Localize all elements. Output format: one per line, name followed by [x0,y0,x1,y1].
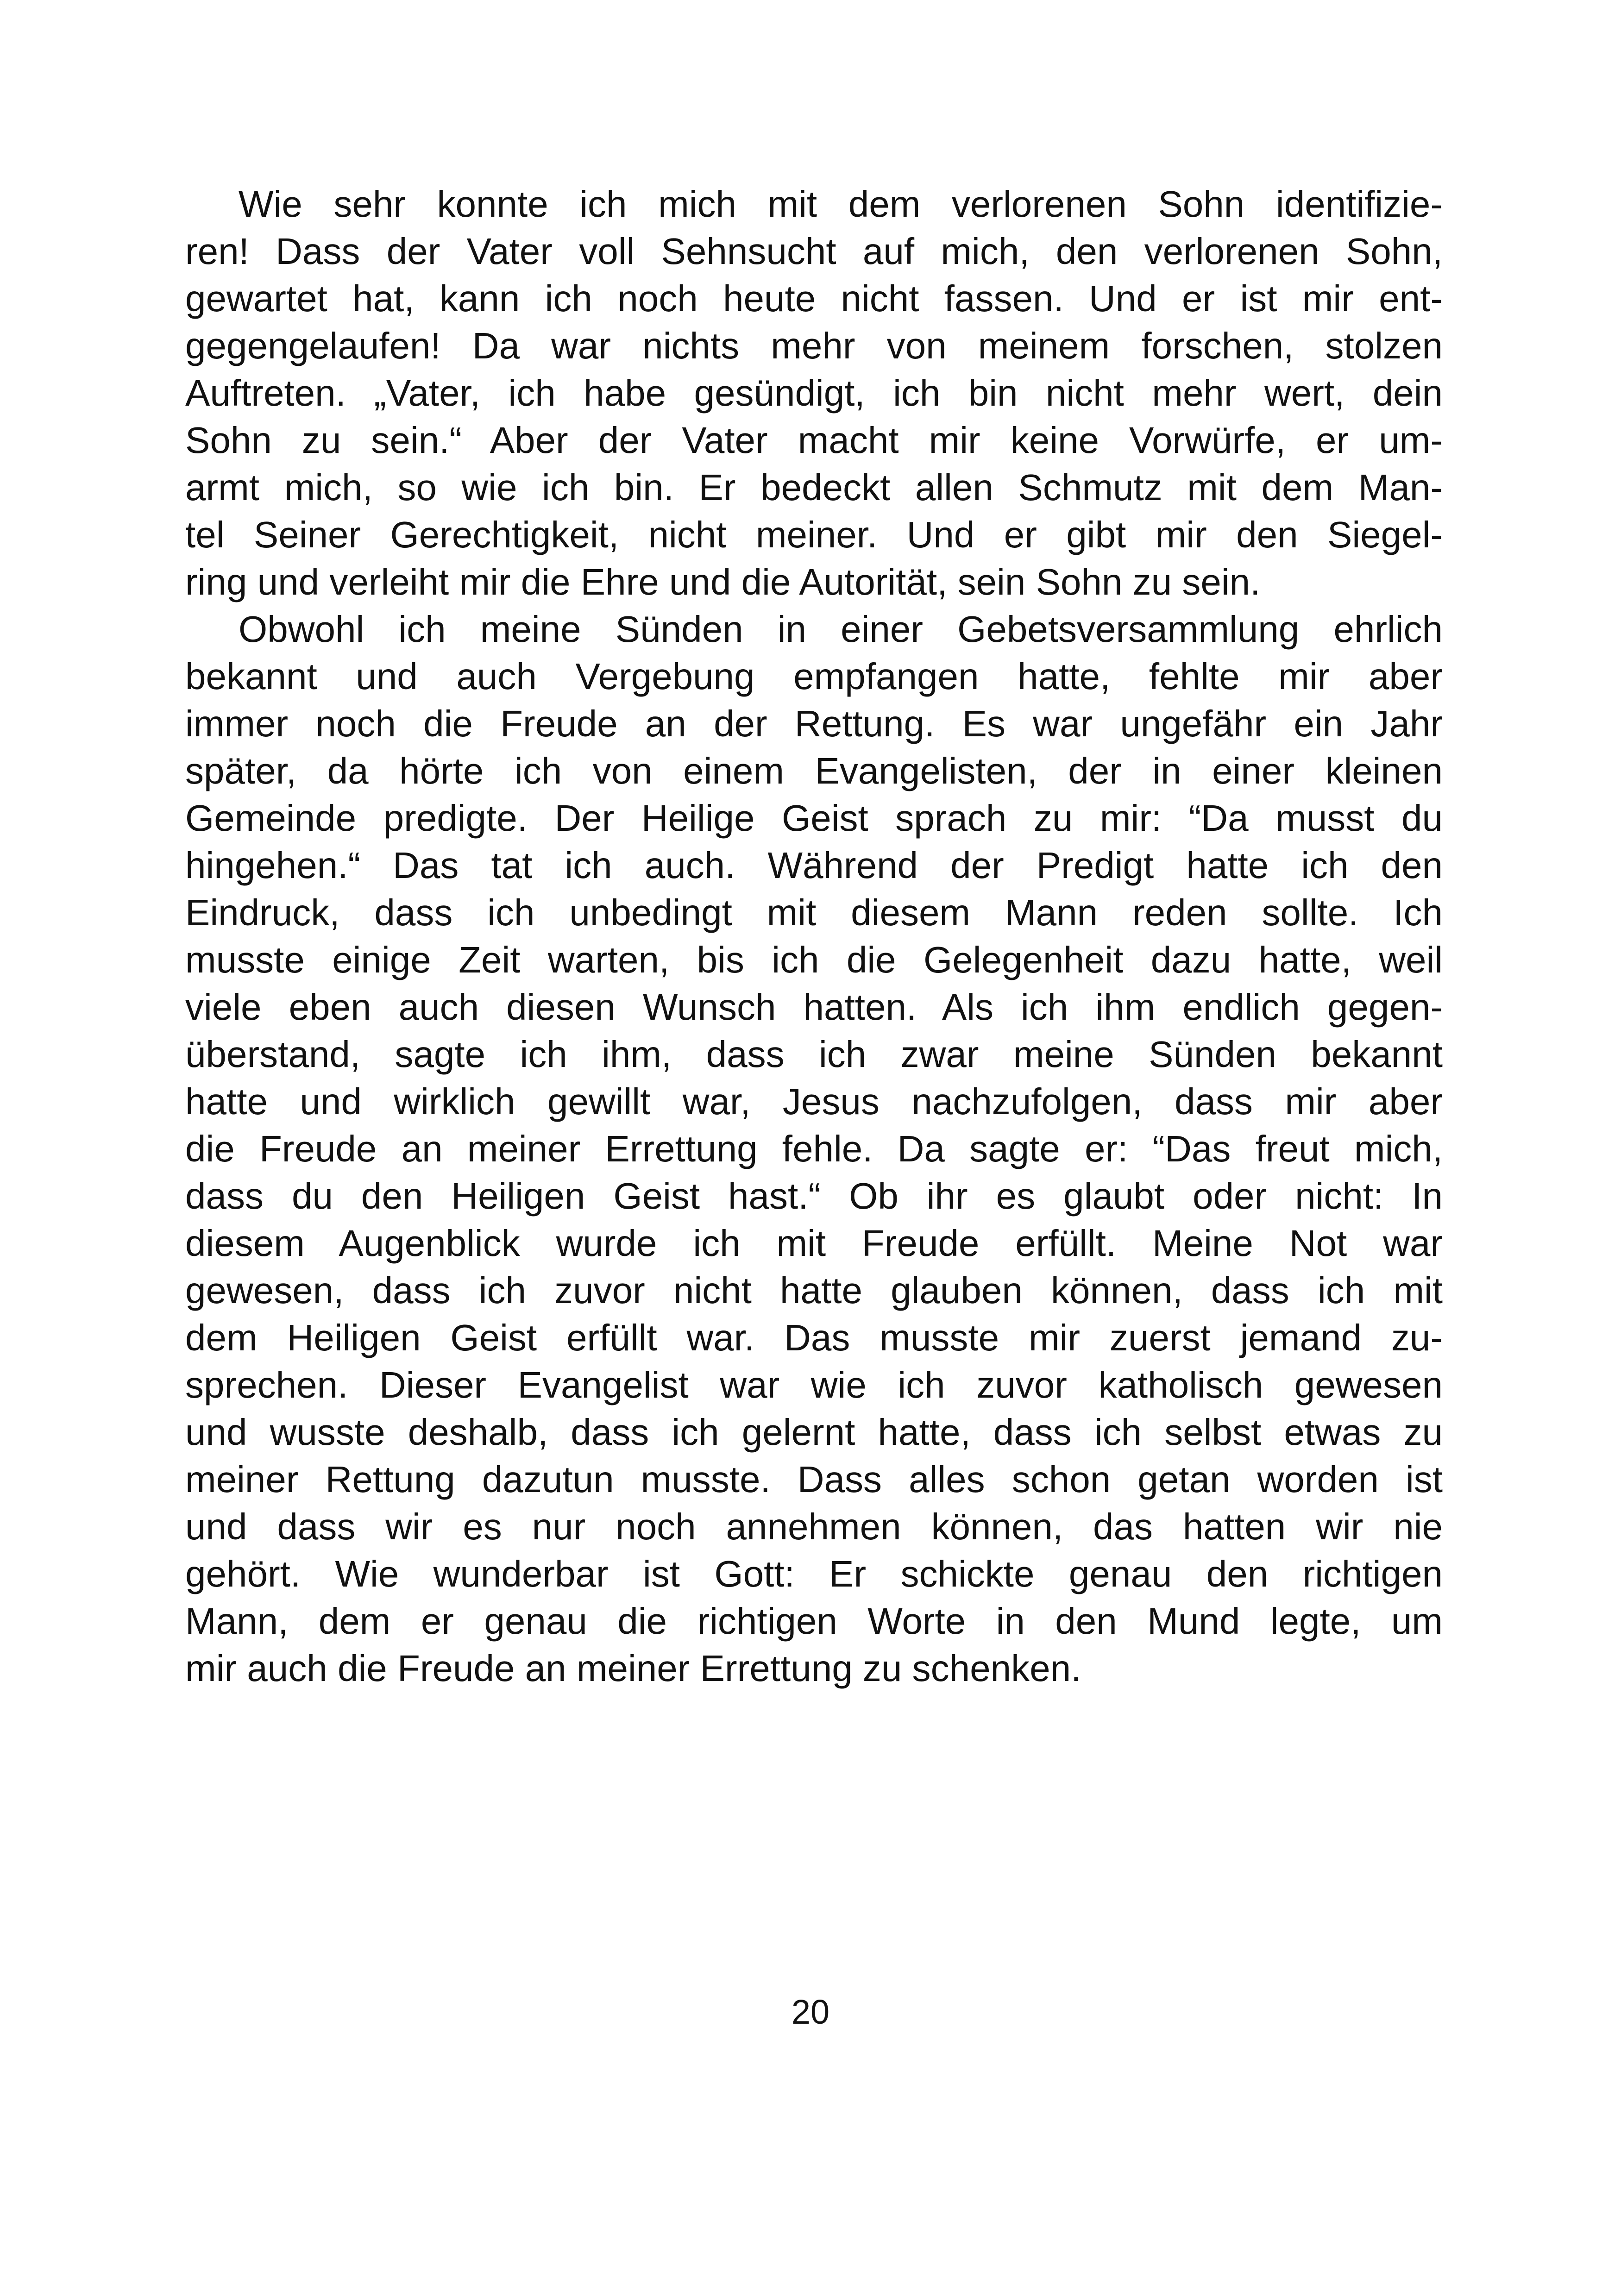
text-line: und wusste deshalb, dass ich gelernt hatte, dass ich selbst etwas zu [185,1411,1443,1453]
text-line: musste einige Zeit warten, bis ich die Gelegenheit dazu hatte, weil [185,939,1443,980]
text-line: später, da hörte ich von einem Evangelisten, der in einer kleinen [185,750,1443,791]
body-text [185,181,1443,1692]
text-line: mir auch die Freude an meiner Errettung zu schenken. [185,1648,1081,1689]
text-line: tel Seiner Gerechtigkeit, nicht meiner. Und er gibt mir den Siegel- [185,514,1443,555]
text-line: diesem Augenblick wurde ich mit Freude erfüllt. Meine Not war [185,1223,1443,1264]
page-number: 20 [791,1993,830,2031]
text-line: Obwohl ich meine Sünden in einer Gebetsversammlung ehrlich [239,609,1443,650]
text-line: armt mich, so wie ich bin. Er bedeckt allen Schmutz mit dem Man- [185,467,1443,508]
text-line: immer noch die Freude an der Rettung. Es war ungefähr ein Jahr [185,703,1443,744]
text-line: gewartet hat, kann ich noch heute nicht fassen. Und er ist mir ent- [185,278,1443,319]
text-line: Eindruck, dass ich unbedingt mit diesem Mann reden sollte. Ich [185,892,1443,933]
text-line: dass du den Heiligen Geist hast.“ Ob ihr es glaubt oder nicht: In [185,1175,1443,1217]
text-line: ring und verleiht mir die Ehre und die Autorität, sein Sohn zu sein. [185,561,1261,602]
text-line: gehört. Wie wunderbar ist Gott: Er schickte genau den richtigen [185,1553,1443,1594]
text-line: Gemeinde predigte. Der Heilige Geist sprach zu mir: “Da musst du [185,797,1443,839]
text-line: überstand, sagte ich ihm, dass ich zwar meine Sünden bekannt [185,1034,1443,1075]
text-line: Sohn zu sein.“ Aber der Vater macht mir keine Vorwürfe, er um- [185,420,1443,461]
text-line: hingehen.“ Das tat ich auch. Während der Predigt hatte ich den [185,845,1443,886]
text-line: viele eben auch diesen Wunsch hatten. Als ich ihm endlich gegen- [185,986,1443,1028]
text-line: bekannt und auch Vergebung empfangen hatte, fehlte mir aber [185,656,1443,697]
text-line: ren! Dass der Vater voll Sehnsucht auf mich, den verlorenen Sohn, [185,231,1443,272]
text-line: hatte und wirklich gewillt war, Jesus nachzufolgen, dass mir aber [185,1081,1443,1122]
text-line: gegengelaufen! Da war nichts mehr von meinem forschen, stolzen [185,325,1443,366]
text-line: die Freude an meiner Errettung fehle. Da sagte er: “Das freut mich, [185,1128,1443,1169]
paragraph [185,181,1443,606]
text-line: Wie sehr konnte ich mich mit dem verlorenen Sohn identifizie- [239,183,1443,225]
text-line: sprechen. Dieser Evangelist war wie ich zuvor katholisch gewesen [185,1364,1443,1405]
text-line: gewesen, dass ich zuvor nicht hatte glauben können, dass ich mit [185,1270,1443,1311]
paragraph [185,606,1443,1692]
text-line: und dass wir es nur noch annehmen können, das hatten wir nie [185,1506,1443,1547]
text-line: Mann, dem er genau die richtigen Worte in den Mund legte, um [185,1600,1443,1642]
text-line: Auftreten. „Vater, ich habe gesündigt, ich bin nicht mehr wert, dein [185,372,1443,414]
text-line: dem Heiligen Geist erfüllt war. Das musste mir zuerst jemand zu- [185,1317,1443,1358]
text-line: meiner Rettung dazutun musste. Dass alles schon getan worden ist [185,1459,1443,1500]
